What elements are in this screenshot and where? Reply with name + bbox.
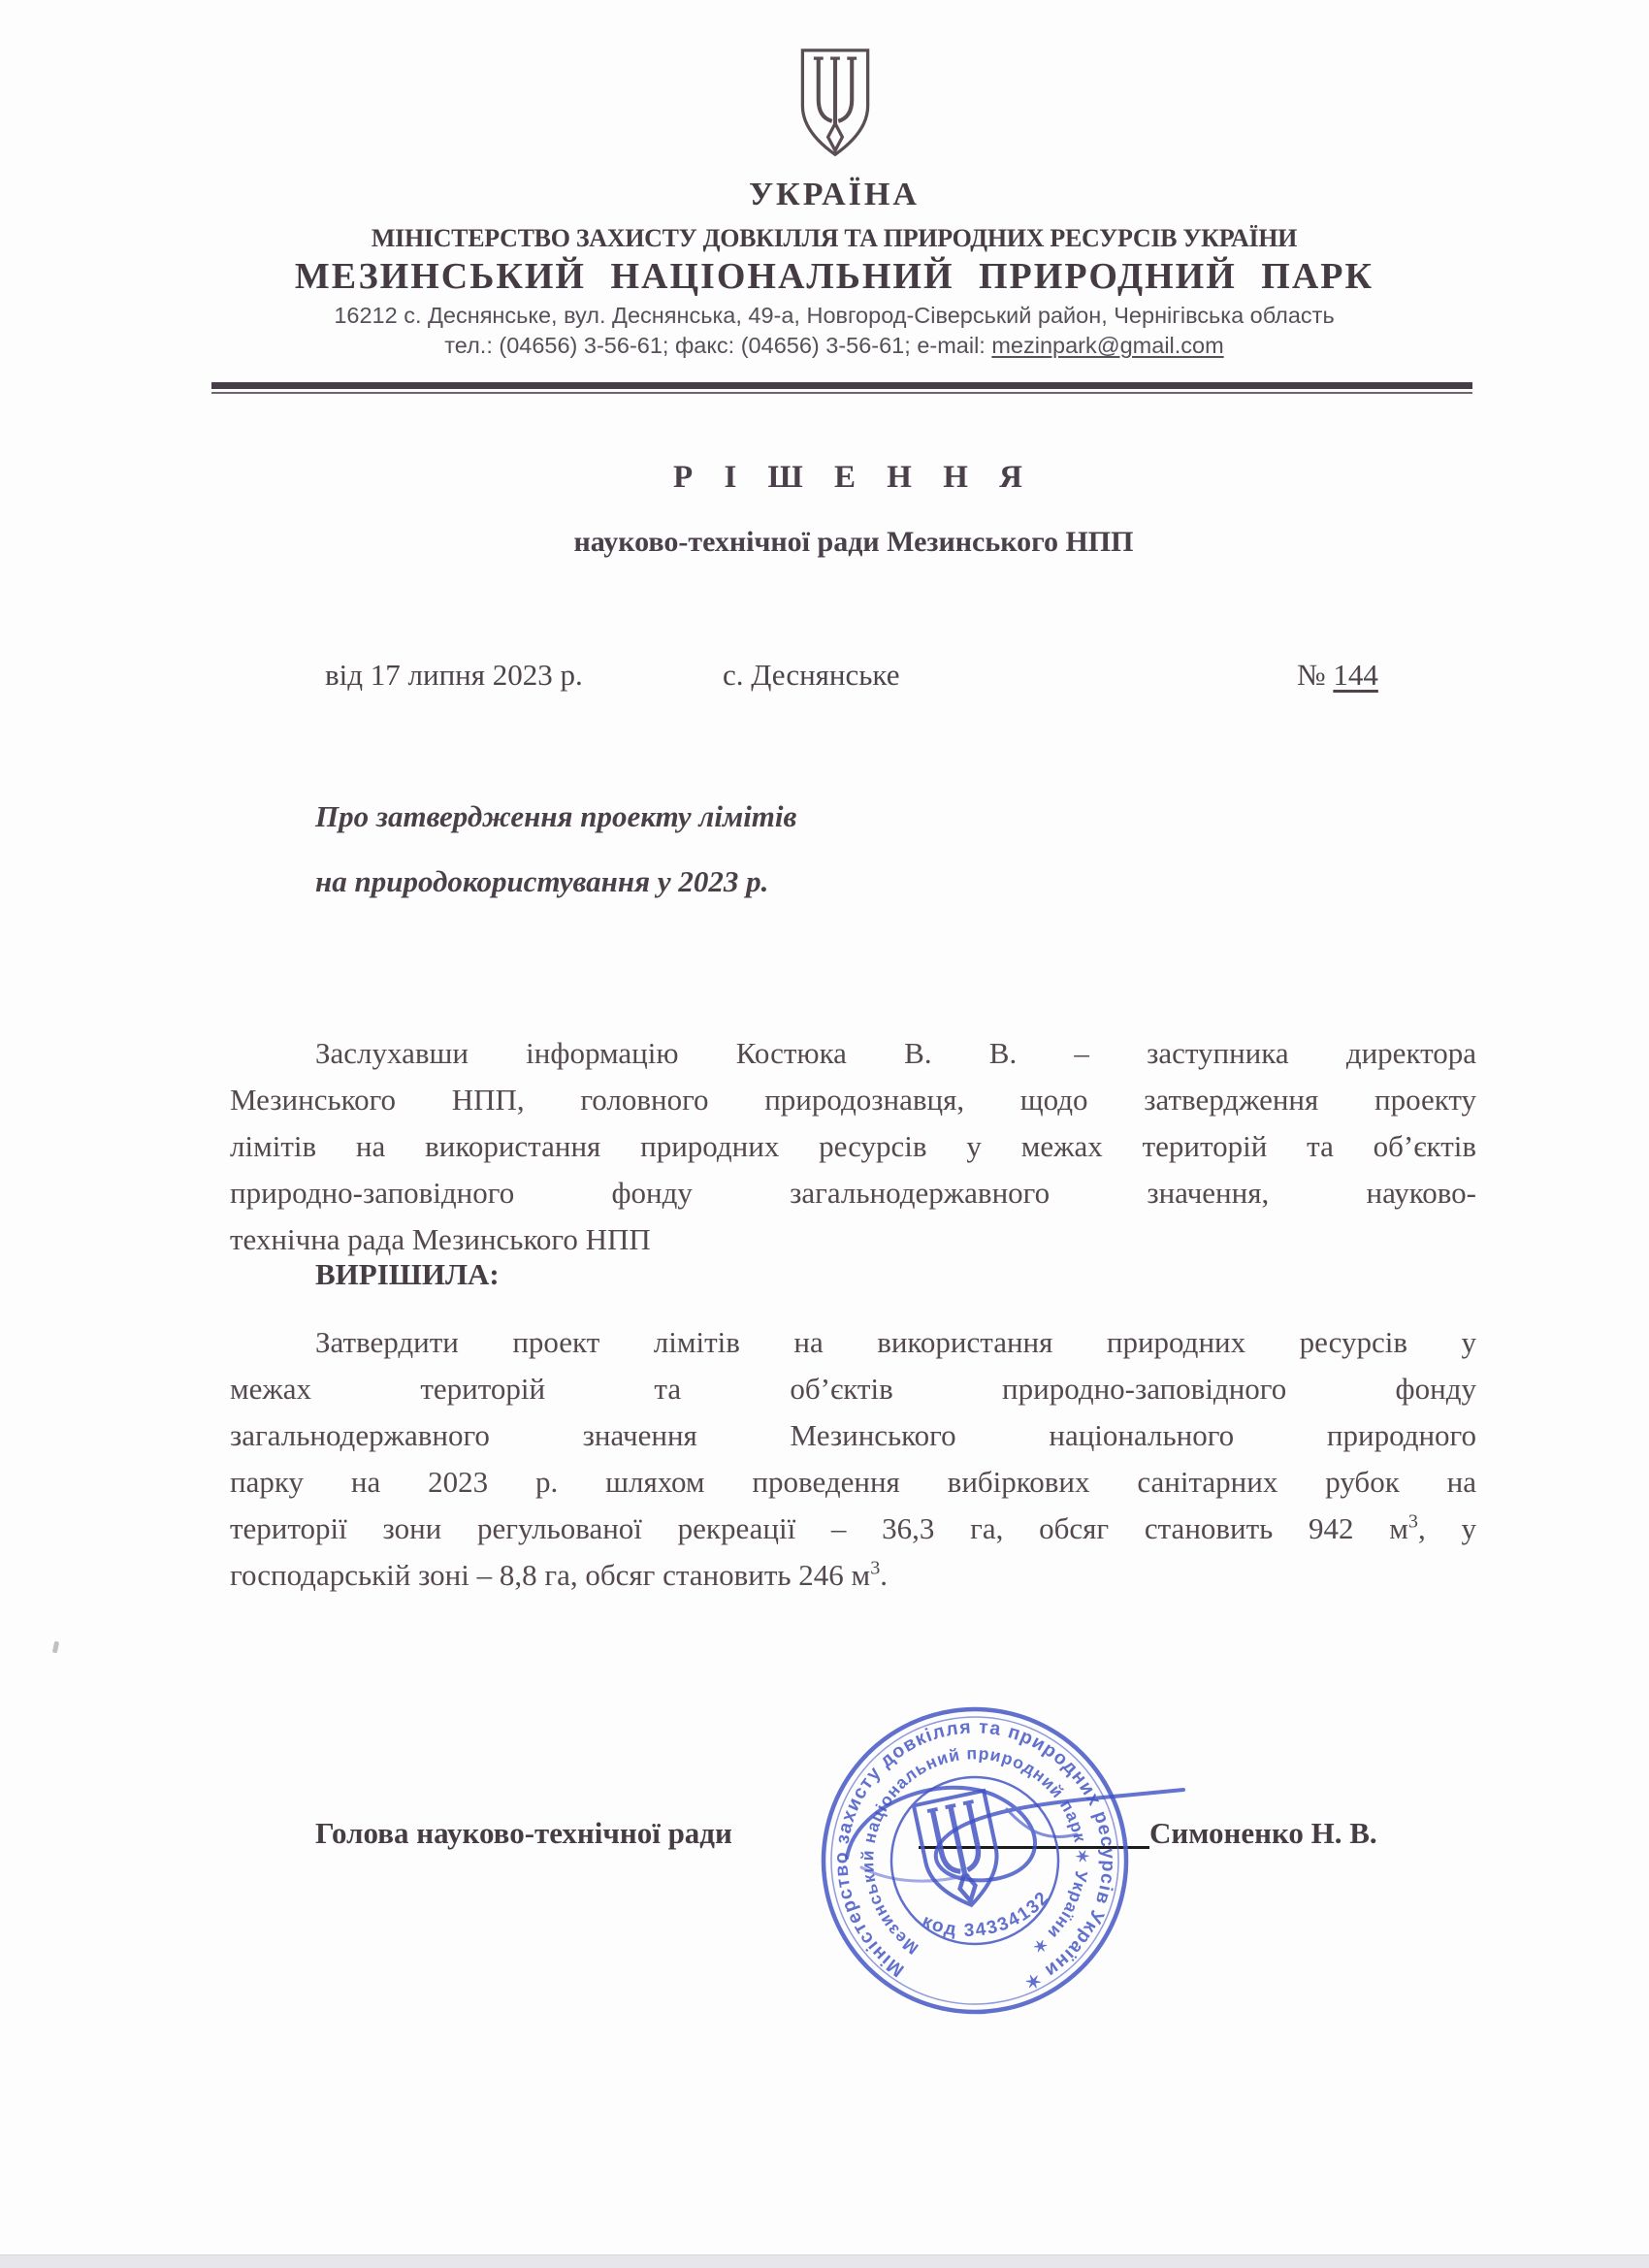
paragraph-line: межах територій та об’єктів природно-заповідного фонду bbox=[230, 1372, 1476, 1406]
decision-subject bbox=[315, 784, 1188, 914]
header-rule-thick bbox=[211, 382, 1472, 389]
decision-number bbox=[1297, 658, 1378, 693]
organization-address: 16212 с. Деснянське, вул. Деснянська, 49-а, Новгород-Сіверський район, Чернігівська область bbox=[334, 303, 1335, 328]
paragraph-line: господарській зоні – 8,8 га, обсяг становить 246 $м^3$. bbox=[230, 1557, 889, 1592]
contacts-text: тел.: (04656) 3-56-61; факс: (04656) 3-56-61; e-mail: bbox=[444, 333, 992, 358]
stamp-code-text: код 34334132 bbox=[919, 1887, 1054, 1941]
stamp-outer-ring-text: Міністерство захисту довкілля та природних ресурсів України ✶ bbox=[830, 1716, 1119, 1994]
email-text: mezinpark@gmail.com bbox=[991, 333, 1224, 358]
paragraph-line: загальнодержавного значення Мезинського національного природного bbox=[230, 1418, 1476, 1452]
country-title: УКРАЇНА bbox=[749, 177, 920, 212]
paragraph-line: Мезинського НПП, головного природознавця, щодо затвердження проекту bbox=[230, 1083, 1476, 1117]
number-value: 144 bbox=[1333, 658, 1378, 692]
paragraph-line: лімітів на використання природних ресурсів у межах територій та об’єктів bbox=[230, 1129, 1476, 1163]
ministry-title: МІНІСТЕРСТВО ЗАХИСТУ ДОВКІЛЛЯ ТА ПРИРОДНИХ РЕСУРСІВ УКРАЇНИ bbox=[371, 224, 1298, 252]
paragraph-line: Затвердити проект лімітів на використання природних ресурсів у bbox=[315, 1325, 1476, 1359]
scan-edge bbox=[0, 2254, 1649, 2268]
trident-shield-icon bbox=[795, 45, 875, 161]
decision-place: с. Деснянське bbox=[723, 658, 900, 692]
handwritten-signature bbox=[803, 1741, 1201, 1921]
decision-date: від 17 липня 2023 р. bbox=[325, 658, 583, 692]
paragraph-line: Заслухавши інформацію Костюка В. В. – заступника директора bbox=[315, 1036, 1476, 1070]
body-paragraph-2 bbox=[230, 1319, 1476, 1599]
stamp-inner-ring-text: Мезинський національний природний парк ✶ України ✶ bbox=[857, 1743, 1092, 1959]
scan-speck bbox=[52, 1641, 59, 1654]
paragraph-line: природно-заповідного фонду загальнодержавного значення, науково- bbox=[230, 1176, 1476, 1210]
body-paragraph-1 bbox=[230, 1030, 1476, 1263]
header-rule-thin bbox=[211, 392, 1472, 394]
signature-role: Голова науково-технічної ради bbox=[315, 1816, 732, 1850]
paragraph-line: парку на 2023 р. шляхом проведення вибіркових санітарних рубок на bbox=[230, 1465, 1476, 1499]
document-title: Р І Ш Е Н Н Я bbox=[673, 460, 1034, 495]
paragraph-line: технічна рада Мезинського НПП bbox=[230, 1222, 651, 1256]
resolved-heading: ВИРІШИЛА: bbox=[315, 1257, 500, 1291]
signature-name: Симоненко Н. В. bbox=[1149, 1816, 1377, 1850]
subject-line: на природокористування у 2023 р. bbox=[315, 864, 769, 898]
subject-line: Про затвердження проекту лімітів bbox=[315, 799, 797, 833]
number-sign: № bbox=[1297, 658, 1326, 692]
organization-title: МЕЗИНСЬКИЙ НАЦІОНАЛЬНИЙ ПРИРОДНИЙ ПАРК bbox=[294, 256, 1374, 297]
document-subtitle: науково-технічної ради Мезинського НПП bbox=[573, 526, 1134, 558]
paragraph-line: території зони регульованої рекреації – 36,3 га, обсяг становить 942 $м^3$, у bbox=[230, 1510, 1476, 1545]
organization-contacts bbox=[10, 333, 1649, 359]
